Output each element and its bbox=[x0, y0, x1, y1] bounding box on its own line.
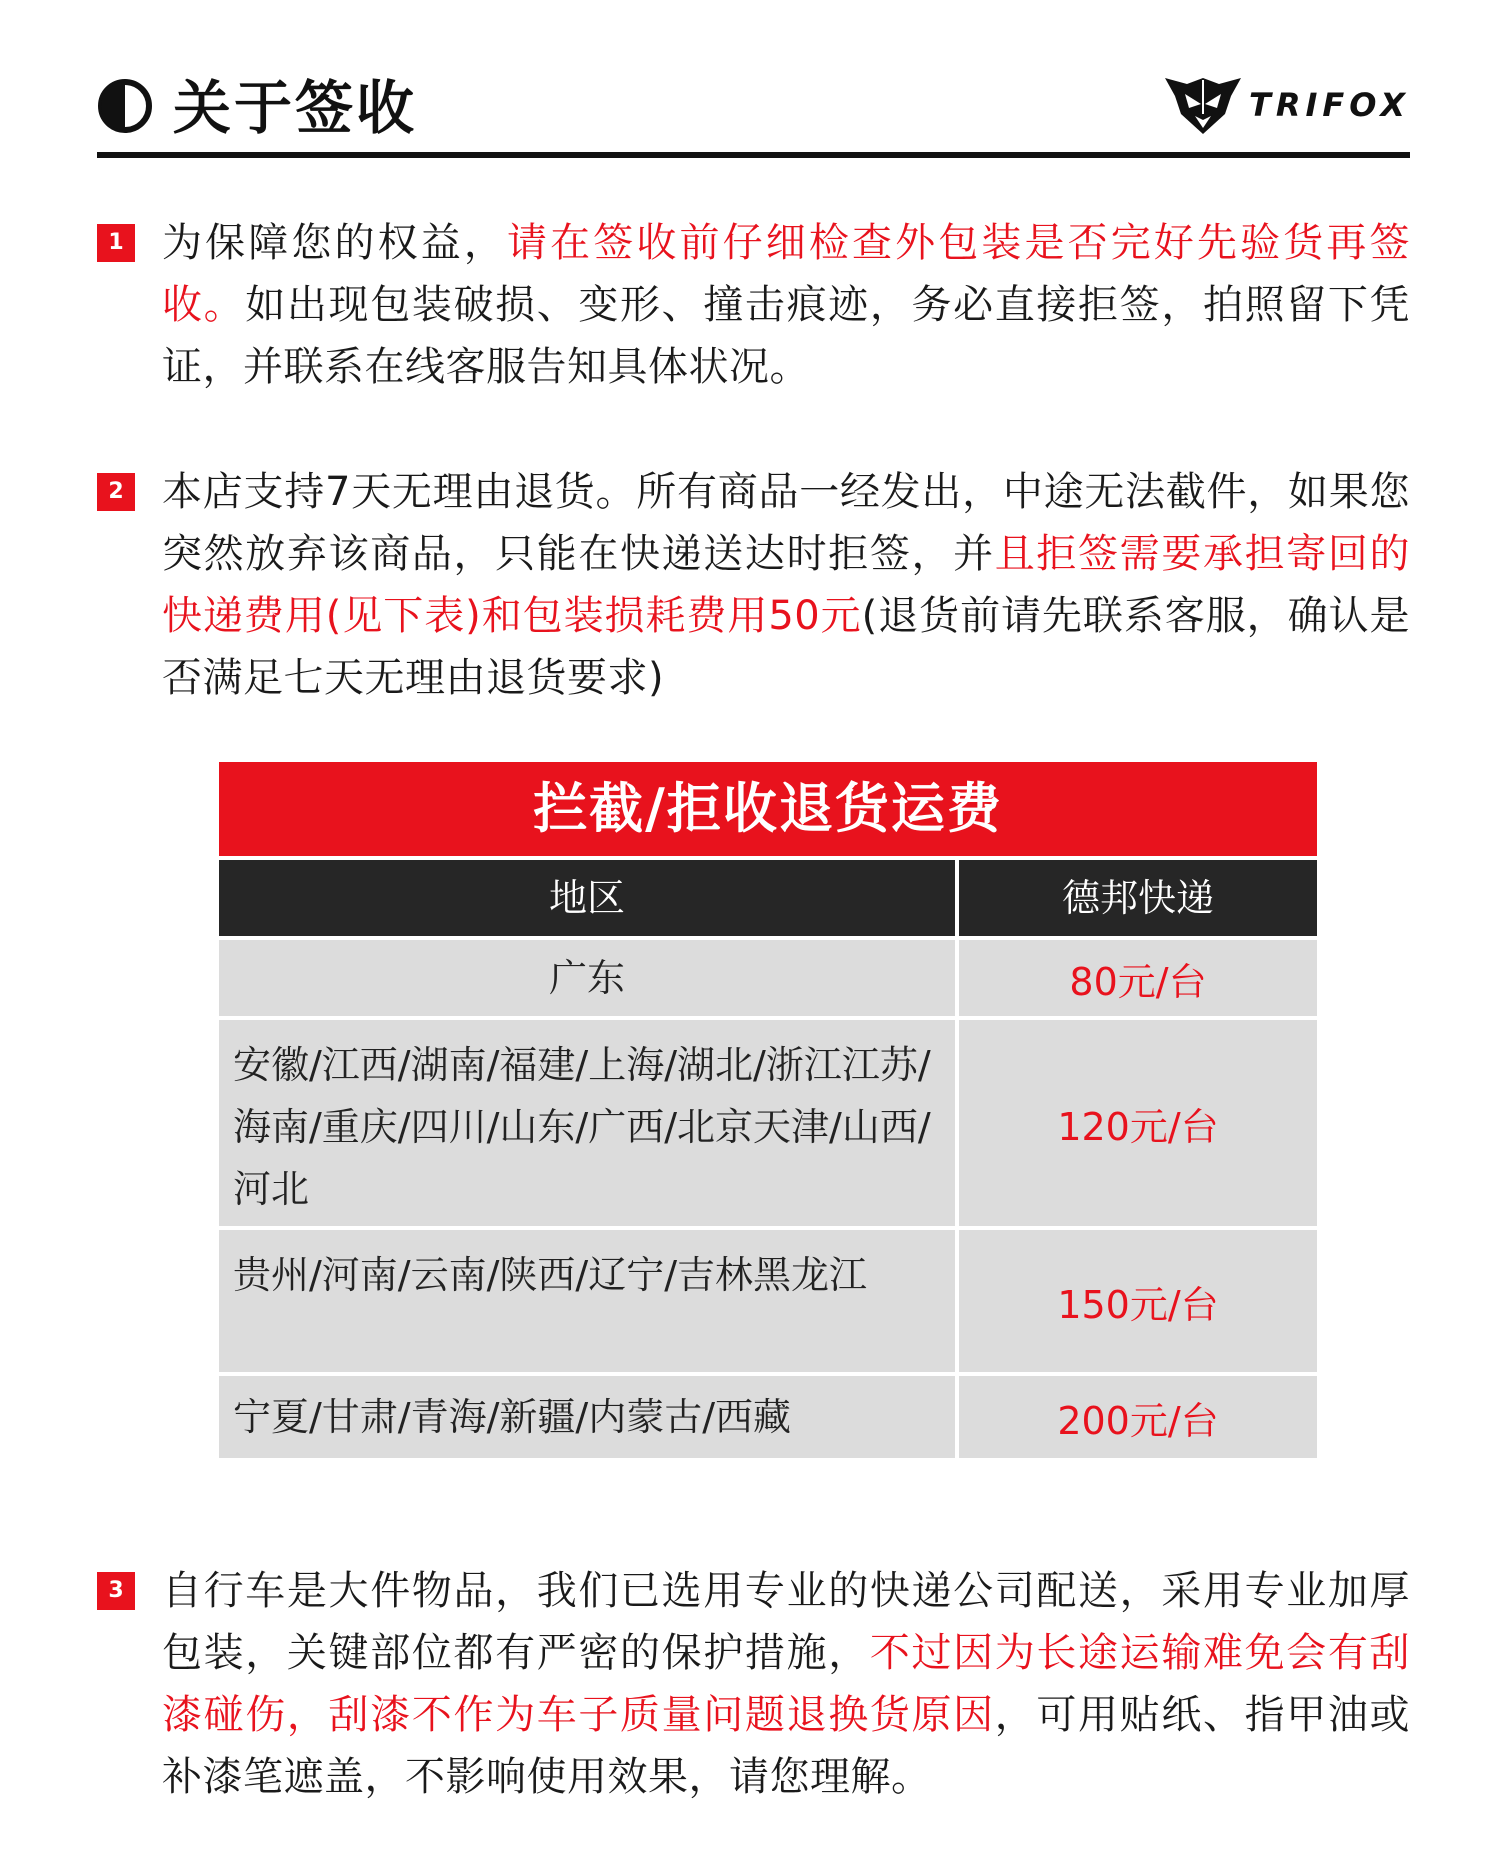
section-text-highlight: 不过因为长途运输难免会有刮漆碰伤，刮漆不作为车子质量问题退换货原因 bbox=[162, 1630, 1411, 1738]
section-text bbox=[162, 212, 1410, 398]
table-row bbox=[219, 1230, 1317, 1372]
section-text-part: 自行车是大件物品，我们已选用专业的快递公司配送，采用专业加厚包装，关键部位都有严密的保护措施， bbox=[162, 1568, 1410, 1676]
column-header-carrier: 德邦快递 bbox=[959, 860, 1317, 936]
price-cell: 150元/台 bbox=[959, 1230, 1317, 1372]
trifox-fox-logo-icon bbox=[1165, 74, 1241, 136]
section-number-badge: 1 bbox=[97, 224, 135, 262]
page-header bbox=[97, 62, 1410, 158]
region-cell: 宁夏/甘肃/青海/新疆/内蒙古/西藏 bbox=[219, 1376, 955, 1458]
table-row bbox=[219, 1376, 1317, 1458]
section-text-part: 为保障您的权益， bbox=[162, 220, 507, 266]
price-cell: 200元/台 bbox=[959, 1376, 1317, 1458]
table-title: 拦截/拒收退货运费 bbox=[219, 762, 1317, 856]
column-header-region: 地区 bbox=[219, 860, 955, 936]
price-cell: 120元/台 bbox=[959, 1020, 1317, 1226]
section-number-badge: 3 bbox=[97, 1572, 135, 1610]
price-cell: 80元/台 bbox=[959, 940, 1317, 1016]
section-text-part: 本店支持7天无理由退货。所有商品一经发出，中途无法截件，如果您突然放弃该商品，只能在快递送达时拒签，并 bbox=[162, 469, 1410, 577]
section-number-badge: 2 bbox=[97, 473, 135, 511]
brand-name: TRIFOX bbox=[1249, 86, 1410, 124]
section-text bbox=[162, 461, 1410, 709]
section-text-part: 如出现包装破损、变形、撞击痕迹，务必直接拒签，拍照留下凭证，并联系在线客服告知具体状况。 bbox=[162, 282, 1411, 390]
region-cell: 贵州/河南/云南/陕西/辽宁/吉林黑龙江 bbox=[219, 1230, 955, 1372]
region-cell: 广东 bbox=[219, 940, 955, 1016]
section-text-highlight: 请在签收前仔细检查外包装是否完好先验货再签收。 bbox=[162, 220, 1410, 328]
table-row bbox=[219, 940, 1317, 1016]
section-text-highlight: 且拒签需要承担寄回的快递费用(见下表)和包装损耗费用50元 bbox=[162, 531, 1411, 639]
return-shipping-table bbox=[219, 762, 1317, 1458]
section-text-part: (退货前请先联系客服，确认是否满足七天无理由退货要求) bbox=[162, 593, 1411, 701]
half-circle-icon bbox=[97, 78, 153, 134]
table-row bbox=[219, 1020, 1317, 1226]
table-header-row bbox=[219, 860, 1317, 936]
section-text bbox=[162, 1560, 1410, 1808]
region-cell: 安徽/江西/湖南/福建/上海/湖北/浙江江苏/海南/重庆/四川/山东/广西/北京天津/山西/河北 bbox=[219, 1020, 955, 1226]
page-title: 关于签收 bbox=[173, 74, 418, 142]
section-text-part: ，可用贴纸、指甲油或补漆笔遮盖，不影响使用效果，请您理解。 bbox=[162, 1692, 1411, 1800]
brand-logo bbox=[1165, 70, 1410, 140]
